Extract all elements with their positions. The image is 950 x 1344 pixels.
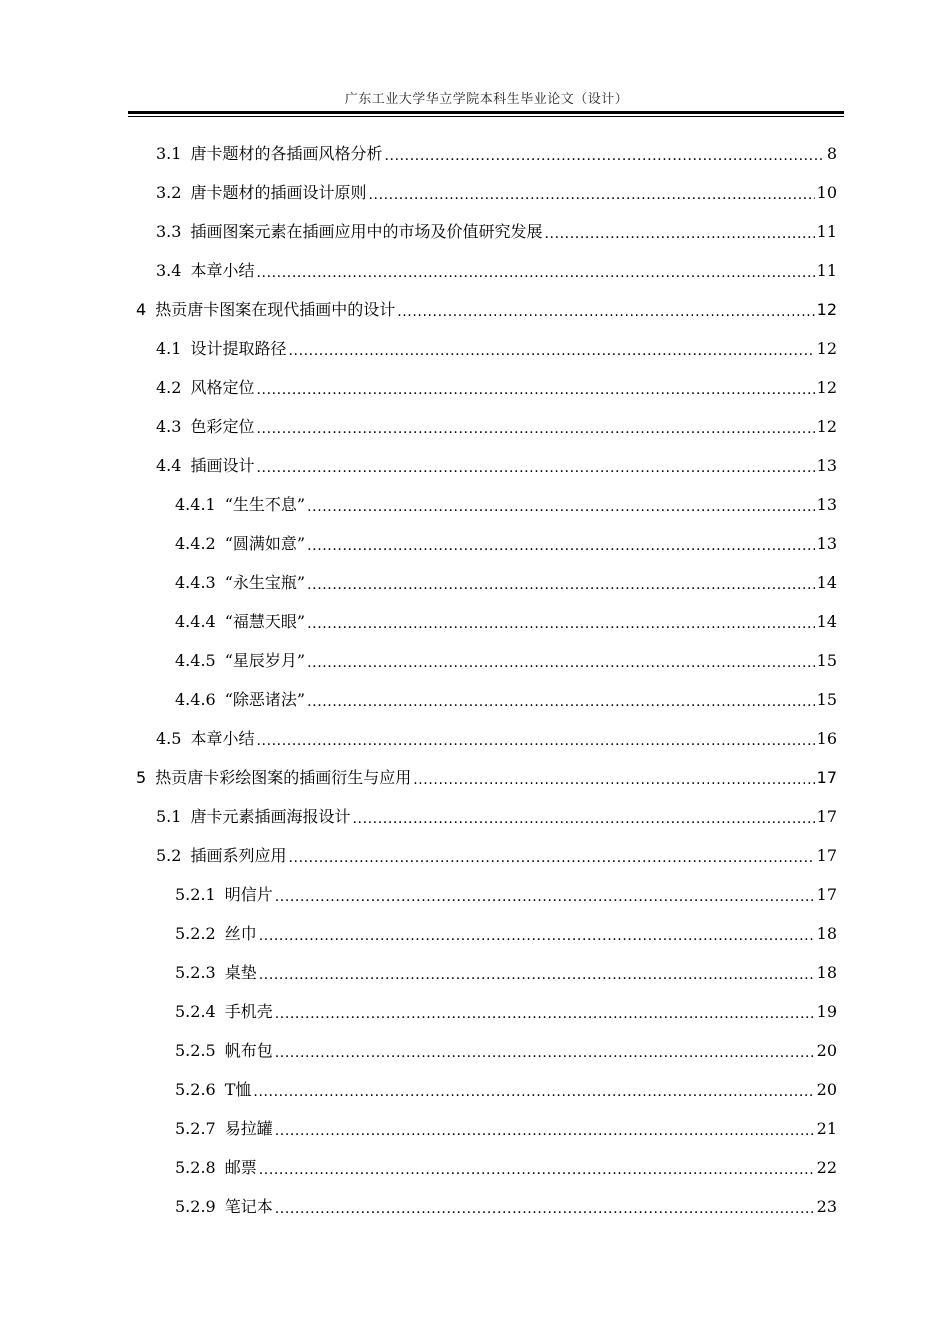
toc-dot-leader	[275, 1109, 815, 1148]
toc-entry-page-number: 13	[816, 456, 837, 475]
toc-dot-leader	[259, 1148, 815, 1187]
toc-dot-leader	[259, 953, 815, 992]
toc-entry[interactable]	[136, 758, 837, 797]
toc-entry[interactable]	[156, 719, 837, 758]
toc-entry[interactable]	[156, 251, 837, 290]
toc-entry[interactable]	[136, 290, 837, 329]
toc-entry-number: 4.1	[156, 339, 182, 358]
toc-entry-page-number: 18	[816, 924, 837, 943]
toc-dot-leader	[275, 1187, 815, 1226]
toc-entry-number: 4.4.1	[175, 495, 216, 514]
toc-entry-title: 唐卡题材的各插画风格分析	[190, 144, 383, 163]
toc-entry-title: 唐卡元素插画海报设计	[190, 807, 351, 826]
toc-entry-title: “星辰岁月”	[224, 651, 306, 670]
toc-entry-page-number: 12	[816, 300, 837, 319]
toc-entry-number: 4.3	[156, 417, 182, 436]
toc-dot-leader	[397, 290, 814, 329]
toc-dot-leader	[307, 563, 815, 602]
toc-entry-title: 色彩定位	[190, 417, 255, 436]
toc-entry[interactable]	[175, 1070, 837, 1109]
toc-entry[interactable]	[156, 212, 837, 251]
toc-entry-title: 热贡唐卡图案在现代插画中的设计	[155, 300, 396, 319]
toc-entry-page-number: 19	[816, 1002, 837, 1021]
toc-dot-leader	[413, 758, 814, 797]
toc-dot-leader	[288, 329, 814, 368]
toc-entry-number: 5.2.8	[175, 1158, 216, 1177]
toc-entry-title: 插画系列应用	[190, 846, 287, 865]
toc-entry-title: 风格定位	[190, 378, 255, 397]
toc-entry-title: 唐卡题材的插画设计原则	[190, 183, 367, 202]
toc-entry-number: 5.2.6	[175, 1080, 216, 1099]
toc-entry-page-number: 8	[826, 144, 837, 163]
toc-entry-page-number: 23	[816, 1197, 837, 1216]
toc-entry[interactable]	[175, 563, 837, 602]
toc-entry-page-number: 21	[816, 1119, 837, 1138]
toc-entry[interactable]	[156, 407, 837, 446]
toc-entry-title: 手机壳	[224, 1002, 273, 1021]
toc-entry-number: 5.2.4	[175, 1002, 216, 1021]
toc-entry-title: 邮票	[224, 1158, 257, 1177]
toc-entry-title: 桌垫	[224, 963, 257, 982]
toc-entry-page-number: 13	[816, 534, 837, 553]
page-header-title: 广东工业大学华立学院本科生毕业论文（设计）	[344, 92, 629, 107]
toc-entry-title: 本章小结	[190, 261, 255, 280]
toc-entry-number: 5	[136, 768, 147, 787]
header-rule-thick	[128, 111, 844, 114]
toc-entry-page-number: 17	[816, 846, 837, 865]
toc-entry-page-number: 17	[816, 768, 837, 787]
toc-entry-title: 丝巾	[224, 924, 257, 943]
toc-entry-page-number: 15	[816, 651, 837, 670]
toc-dot-leader	[256, 251, 814, 290]
toc-entry-title: 易拉罐	[224, 1119, 273, 1138]
toc-entry-number: 5.2.5	[175, 1041, 216, 1060]
toc-entry[interactable]	[156, 329, 837, 368]
toc-dot-leader	[288, 836, 814, 875]
toc-entry-number: 4.4.5	[175, 651, 216, 670]
toc-dot-leader	[275, 1031, 815, 1070]
toc-entry[interactable]	[156, 173, 837, 212]
toc-entry-page-number: 20	[816, 1041, 837, 1060]
toc-entry[interactable]	[156, 797, 837, 836]
toc-entry-page-number: 20	[816, 1080, 837, 1099]
toc-entry-title: 设计提取路径	[190, 339, 287, 358]
toc-entry-number: 3.3	[156, 222, 182, 241]
toc-entry-page-number: 14	[816, 612, 837, 631]
toc-entry-title: 插画图案元素在插画应用中的市场及价值研究发展	[190, 222, 543, 241]
toc-entry-title: “除恶诸法”	[224, 690, 306, 709]
toc-entry[interactable]	[175, 1187, 837, 1226]
toc-dot-leader	[256, 446, 814, 485]
toc-entry-title: “生生不息”	[224, 495, 306, 514]
toc-entry[interactable]	[175, 875, 837, 914]
toc-dot-leader	[352, 797, 814, 836]
toc-entry-title: 笔记本	[224, 1197, 273, 1216]
toc-dot-leader	[256, 368, 814, 407]
toc-dot-leader	[275, 992, 815, 1031]
toc-entry-page-number: 17	[816, 885, 837, 904]
toc-entry-number: 5.2.7	[175, 1119, 216, 1138]
toc-dot-leader	[307, 602, 815, 641]
toc-entry-title: “福慧天眼”	[224, 612, 306, 631]
toc-entry-page-number: 12	[816, 378, 837, 397]
toc-dot-leader	[307, 680, 815, 719]
toc-entry[interactable]	[156, 134, 837, 173]
toc-entry-page-number: 14	[816, 573, 837, 592]
toc-entry-page-number: 10	[816, 183, 837, 202]
toc-entry-page-number: 15	[816, 690, 837, 709]
toc-dot-leader	[275, 875, 815, 914]
toc-entry[interactable]	[175, 953, 837, 992]
toc-dot-leader	[307, 524, 815, 563]
toc-entry-number: 4.4.2	[175, 534, 216, 553]
toc-entry-number: 4.2	[156, 378, 182, 397]
toc-entry-number: 4.4.6	[175, 690, 216, 709]
toc-entry[interactable]	[175, 680, 837, 719]
toc-entry-title: 明信片	[224, 885, 273, 904]
toc-dot-leader	[307, 485, 815, 524]
toc-entry-page-number: 12	[816, 417, 837, 436]
toc-entry-title: “永生宝瓶”	[224, 573, 306, 592]
toc-entry-number: 4.5	[156, 729, 182, 748]
toc-dot-leader	[307, 641, 815, 680]
toc-entry[interactable]	[175, 1148, 837, 1187]
toc-dot-leader	[384, 134, 824, 173]
toc-entry[interactable]	[175, 485, 837, 524]
toc-entry-number: 4.4.4	[175, 612, 216, 631]
toc-entry-page-number: 11	[816, 222, 837, 241]
toc-entry[interactable]	[156, 368, 837, 407]
toc-entry-number: 4.4	[156, 456, 182, 475]
toc-entry-number: 3.1	[156, 144, 182, 163]
toc-entry-page-number: 16	[816, 729, 837, 748]
toc-entry-number: 3.4	[156, 261, 182, 280]
toc-entry-page-number: 13	[816, 495, 837, 514]
toc-dot-leader	[259, 914, 815, 953]
toc-entry[interactable]	[175, 524, 837, 563]
toc-entry-title: “圆满如意”	[224, 534, 306, 553]
toc-entry-number: 5.1	[156, 807, 182, 826]
toc-entry-title: 插画设计	[190, 456, 255, 475]
toc-entry-page-number: 12	[816, 339, 837, 358]
toc-entry-title: 本章小结	[190, 729, 255, 748]
toc-entry-title: 热贡唐卡彩绘图案的插画衍生与应用	[155, 768, 412, 787]
toc-dot-leader	[253, 1070, 814, 1109]
toc-entry[interactable]	[175, 1109, 837, 1148]
toc-entry-title: T恤	[224, 1080, 252, 1099]
toc-entry-number: 4.4.3	[175, 573, 216, 592]
toc-entry-number: 5.2	[156, 846, 182, 865]
toc-entry[interactable]	[175, 1031, 837, 1070]
toc-entry-number: 5.2.9	[175, 1197, 216, 1216]
toc-entry[interactable]	[175, 992, 837, 1031]
toc-entry-number: 4	[136, 300, 147, 319]
toc-dot-leader	[368, 173, 814, 212]
toc-entry-page-number: 22	[816, 1158, 837, 1177]
toc-entry[interactable]	[175, 602, 837, 641]
toc-entry-page-number: 18	[816, 963, 837, 982]
toc-entry[interactable]	[175, 914, 837, 953]
toc-dot-leader	[256, 719, 814, 758]
toc-entry-page-number: 11	[816, 261, 837, 280]
toc-entry[interactable]	[175, 641, 837, 680]
header-rule-thin	[128, 116, 844, 117]
toc-entry-number: 3.2	[156, 183, 182, 202]
toc-entry-number: 5.2.2	[175, 924, 216, 943]
toc-entry[interactable]	[156, 446, 837, 485]
toc-dot-leader	[544, 212, 814, 251]
toc-dot-leader	[256, 407, 814, 446]
toc-entry-title: 帆布包	[224, 1041, 273, 1060]
toc-entry-number: 5.2.1	[175, 885, 216, 904]
toc-entry-page-number: 17	[816, 807, 837, 826]
toc-entry-number: 5.2.3	[175, 963, 216, 982]
toc-entry[interactable]	[156, 836, 837, 875]
